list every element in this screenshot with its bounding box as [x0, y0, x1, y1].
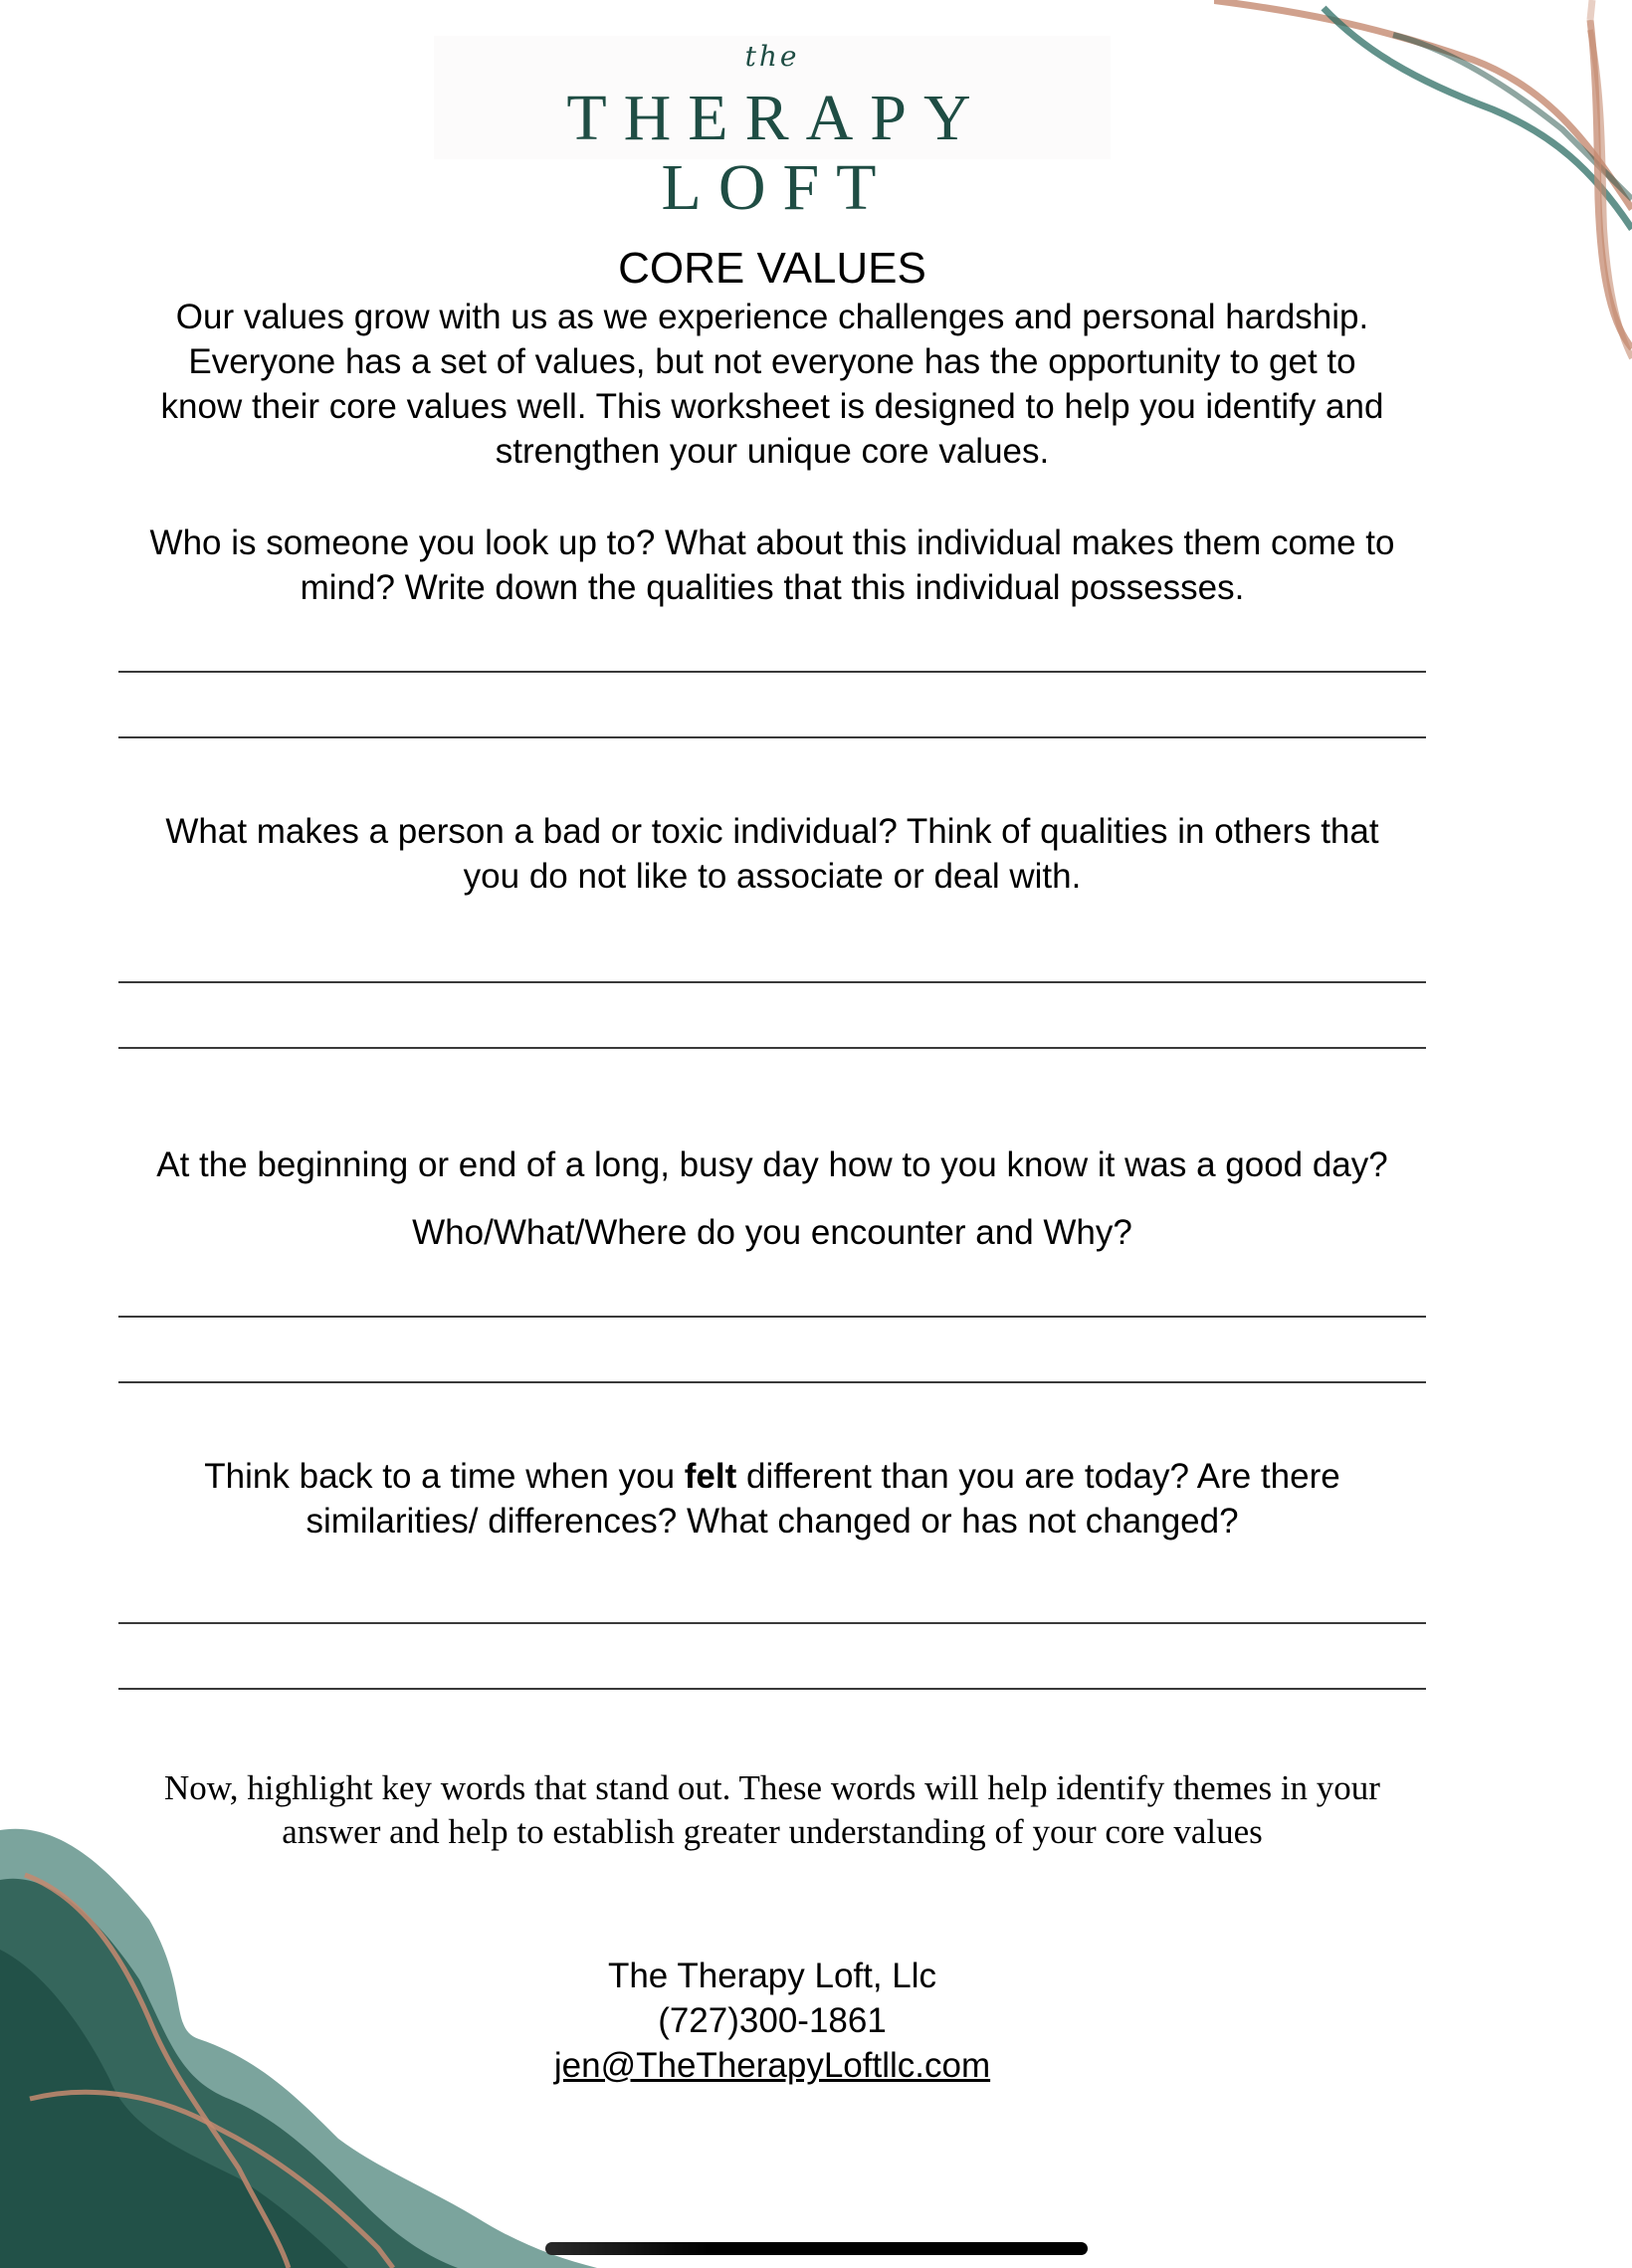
- closing-instruction: [109, 1766, 1435, 1854]
- answer-line-q2-2[interactable]: [118, 1047, 1426, 1049]
- question-line: similarities/ differences? What changed or has not changed?: [306, 1502, 1239, 1541]
- closing-line: answer and help to establish greater understanding of your core values: [282, 1812, 1263, 1851]
- logo-wordmark: THERAPY LOFT: [566, 82, 988, 224]
- email-link[interactable]: jen@TheTherapyLoftllc.com: [553, 2046, 991, 2085]
- logo-the-text: the: [744, 40, 800, 73]
- emphasis-felt: felt: [684, 1457, 737, 1496]
- question-3: [109, 1142, 1435, 1187]
- answer-line-q3-2[interactable]: [118, 1381, 1426, 1383]
- question-1: [109, 520, 1435, 610]
- question-line: you do not like to associate or deal with.: [463, 857, 1082, 896]
- answer-line-q1-1[interactable]: [118, 671, 1426, 673]
- question-2: [109, 809, 1435, 899]
- question-line: Who/What/Where do you encounter and Why?: [412, 1213, 1132, 1252]
- closing-line: Now, highlight key words that stand out. These words will help identify themes in your: [164, 1768, 1380, 1807]
- question-line: Who is someone you look up to? What about this individual makes them come to: [149, 523, 1395, 562]
- question-line: At the beginning or end of a long, busy day how to you know it was a good day?: [156, 1145, 1388, 1184]
- intro-paragraph: [109, 295, 1435, 474]
- question-3-followup: [109, 1210, 1435, 1255]
- answer-line-q3-1[interactable]: [118, 1316, 1426, 1318]
- intro-line: Our values grow with us as we experience challenges and personal hardship.: [175, 298, 1369, 336]
- answer-line-q2-1[interactable]: [118, 981, 1426, 983]
- question-line: Think back to a time when you felt different than you are today? Are there: [204, 1457, 1340, 1496]
- contact-block: [0, 1954, 1544, 2088]
- intro-line: know their core values well. This worksheet is designed to help you identify and: [160, 387, 1384, 426]
- intro-line: Everyone has a set of values, but not everyone has the opportunity to get to: [188, 342, 1356, 381]
- question-line: What makes a person a bad or toxic individual? Think of qualities in others that: [165, 812, 1379, 851]
- question-4: [109, 1454, 1435, 1544]
- answer-line-q4-1[interactable]: [118, 1622, 1426, 1624]
- company-name: The Therapy Loft, Llc: [607, 1957, 937, 1995]
- question-line: mind? Write down the qualities that this individual possesses.: [300, 568, 1245, 607]
- home-indicator[interactable]: [545, 2242, 1088, 2255]
- answer-line-q1-2[interactable]: [118, 736, 1426, 738]
- intro-line: strengthen your unique core values.: [495, 432, 1050, 471]
- answer-line-q4-2[interactable]: [118, 1688, 1426, 1690]
- page-title: CORE VALUES: [618, 244, 926, 293]
- phone-number: (727)300-1861: [658, 2001, 887, 2040]
